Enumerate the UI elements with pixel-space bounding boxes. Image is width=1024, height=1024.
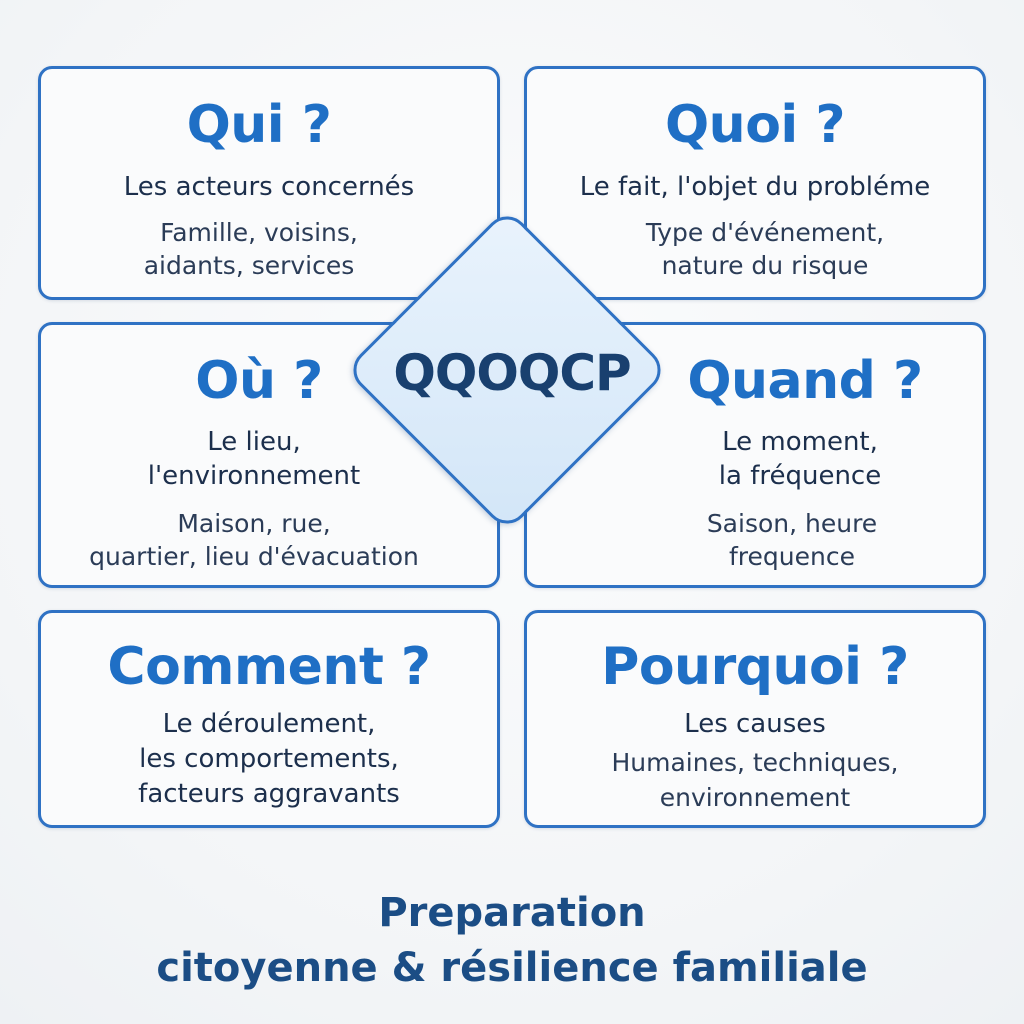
card-subtitle: facteurs aggravants <box>138 779 400 809</box>
card-example: Saison, heure <box>706 509 878 538</box>
card-example: frequence <box>729 542 855 571</box>
card-example: quartier, lieu d'évacuation <box>89 542 419 571</box>
card-title: Où ? <box>195 351 323 411</box>
card-title: Comment ? <box>107 637 431 697</box>
card-example: Type d'événement, <box>645 218 885 247</box>
card-example: Maison, rue, <box>177 509 331 538</box>
center-label: QQOQCP <box>393 344 631 402</box>
card-subtitle: Les acteurs concernés <box>123 172 415 202</box>
card-example: Famille, voisins, <box>160 218 358 247</box>
footer-title-line1: Preparation <box>378 890 646 936</box>
card-pourquoi <box>524 610 986 828</box>
card-subtitle: les comportements, <box>139 744 399 774</box>
card-example: environnement <box>659 783 851 812</box>
card-example: Humaines, techniques, <box>611 748 899 777</box>
footer-title-line2: citoyenne & résilience familiale <box>156 945 868 991</box>
card-subtitle: Le déroulement, <box>162 709 376 739</box>
card-subtitle: Les causes <box>684 709 826 739</box>
card-example: nature du risque <box>661 251 869 280</box>
card-quoi <box>524 66 986 300</box>
card-qui <box>38 66 500 300</box>
card-title: Quoi ? <box>664 95 846 155</box>
card-title: Pourquoi ? <box>601 637 909 697</box>
card-title: Qui ? <box>186 95 332 155</box>
card-title: Quand ? <box>687 351 923 411</box>
card-example: aidants, services <box>143 251 355 280</box>
card-subtitle: l'environnement <box>147 461 361 491</box>
card-subtitle: Le fait, l'objet du probléme <box>579 172 931 202</box>
card-subtitle: Le lieu, <box>207 427 301 457</box>
card-comment <box>38 610 500 828</box>
card-subtitle: Le moment, <box>722 427 878 457</box>
card-subtitle: la fréquence <box>718 461 882 491</box>
